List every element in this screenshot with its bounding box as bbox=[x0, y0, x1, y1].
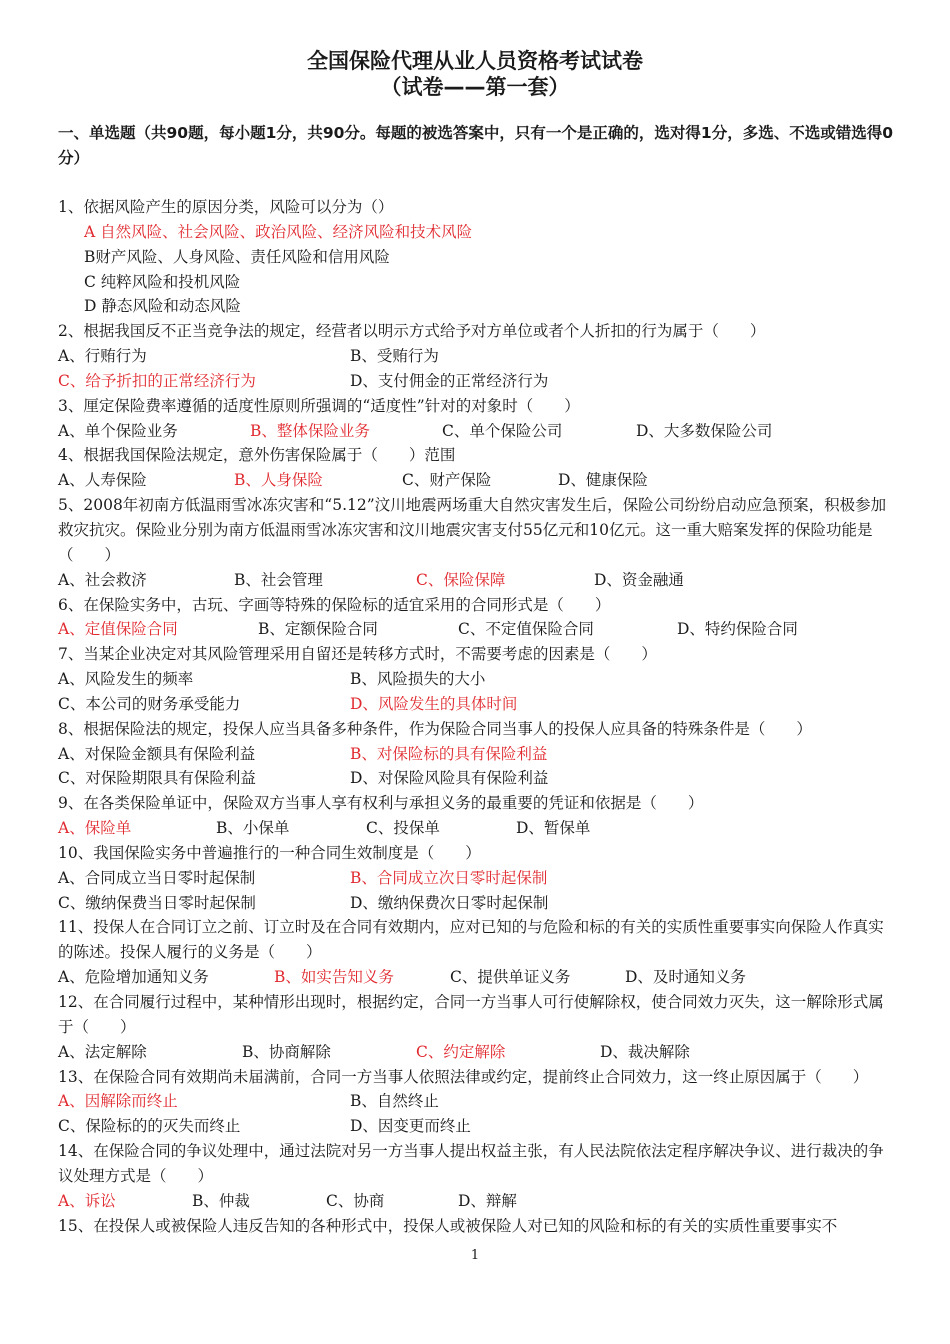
answer-option: A、人寿保险 bbox=[58, 471, 147, 490]
correct-answer-option: B、如实告知义务 bbox=[274, 968, 394, 987]
correct-answer-option: A、因解除而终止 bbox=[58, 1092, 178, 1111]
answer-option: B、社会管理 bbox=[234, 570, 323, 589]
answer-option: D、暂保单 bbox=[516, 819, 591, 838]
correct-answer-option: C、约定解除 bbox=[416, 1042, 506, 1061]
question-list bbox=[58, 195, 894, 1238]
answer-option: A、行贿行为 bbox=[58, 347, 147, 366]
correct-answer-option: B、对保险标的具有保险利益 bbox=[350, 744, 548, 763]
answer-option: B、风险损失的大小 bbox=[350, 670, 486, 689]
answer-option: A、社会救济 bbox=[58, 570, 147, 589]
answer-option: B财产风险、人身风险、责任风险和信用风险 bbox=[84, 247, 390, 266]
answer-option: A、对保险金额具有保险利益 bbox=[58, 744, 256, 763]
option-line bbox=[58, 419, 894, 444]
option-line bbox=[58, 1189, 894, 1214]
option-line bbox=[58, 294, 894, 319]
answer-option: C、投保单 bbox=[366, 819, 440, 838]
answer-option: C、单个保险公司 bbox=[442, 421, 563, 440]
option-line bbox=[58, 270, 894, 295]
answer-option: B、自然终止 bbox=[350, 1092, 439, 1111]
answer-option: B、仲裁 bbox=[192, 1191, 250, 1210]
option-line bbox=[58, 245, 894, 270]
question-stem: 11、投保人在合同订立之前、订立时及在合同有效期内，应对已知的与危险和标的有关的实质性重要事实向保险人作真实的陈述。投保人履行的义务是（ ） bbox=[58, 918, 884, 962]
option-line bbox=[58, 617, 894, 642]
document-subtitle: （试卷——第一套） bbox=[380, 75, 570, 99]
answer-option: D、因变更而终止 bbox=[350, 1117, 471, 1136]
option-line bbox=[58, 1040, 894, 1065]
option-line bbox=[58, 468, 894, 493]
answer-option: D、大多数保险公司 bbox=[636, 421, 773, 440]
correct-answer-option: C、给予折扣的正常经济行为 bbox=[58, 371, 256, 390]
answer-option: D、特约保险合同 bbox=[677, 620, 798, 639]
question-stem: 15、在投保人或被保险人违反告知的各种形式中，投保人或被保险人对已知的风险和标的有关的实质性重要事实不 bbox=[58, 1216, 838, 1235]
answer-option: A、合同成立当日零时起保制 bbox=[58, 868, 256, 887]
option-line bbox=[58, 667, 894, 692]
answer-option: B、小保单 bbox=[216, 819, 290, 838]
option-line bbox=[58, 866, 894, 891]
option-line bbox=[58, 766, 894, 791]
answer-option: C 纯粹风险和投机风险 bbox=[84, 272, 241, 291]
answer-option: C、缴纳保费当日零时起保制 bbox=[58, 893, 256, 912]
option-line bbox=[58, 220, 894, 245]
question-stem: 5、2008年初南方低温雨雪冰冻灾害和“5.12”汶川地震两场重大自然灾害发生后，保险公司纷纷启动应急预案，积极参加救灾抗灾。保险业分别为南方低温雨雪冰冻灾害和汶川地震灾害支付55亿元和10亿元。这一重大赔案发挥的保险功能是（ ） bbox=[58, 496, 887, 564]
answer-option: D 静态风险和动态风险 bbox=[84, 297, 241, 316]
option-line bbox=[58, 692, 894, 717]
answer-option: D、资金融通 bbox=[594, 570, 684, 589]
answer-option: B、协商解除 bbox=[242, 1042, 331, 1061]
option-line bbox=[58, 1089, 894, 1114]
question-stem: 12、在合同履行过程中，某种情形出现时，根据约定，合同一方当事人可行使解除权，使合同效力灭失，这一解除形式属于（ ） bbox=[58, 993, 884, 1036]
correct-answer-option: A、诉讼 bbox=[58, 1191, 116, 1210]
answer-option: A、风险发生的频率 bbox=[58, 670, 194, 689]
page-number: 1 bbox=[470, 1248, 480, 1263]
option-line bbox=[58, 891, 894, 916]
correct-answer-option: A 自然风险、社会风险、政治风险、经济风险和技术风险 bbox=[84, 222, 473, 241]
answer-option: A、危险增加通知义务 bbox=[58, 968, 209, 987]
correct-answer-option: C、保险保障 bbox=[416, 570, 506, 589]
question-stem: 4、根据我国保险法规定，意外伤害保险属于（ ）范围 bbox=[58, 446, 456, 465]
answer-option: A、单个保险业务 bbox=[58, 421, 178, 440]
answer-option: C、财产保险 bbox=[402, 471, 492, 490]
answer-option: C、提供单证义务 bbox=[450, 968, 571, 987]
answer-option: C、本公司的财务承受能力 bbox=[58, 694, 241, 713]
option-line bbox=[58, 1114, 894, 1139]
answer-option: D、缴纳保费次日零时起保制 bbox=[350, 893, 549, 912]
option-line bbox=[58, 816, 894, 841]
question-stem: 13、在保险合同有效期尚未届满前，合同一方当事人依照法律或约定，提前终止合同效力，这一终止原因属于（ ） bbox=[58, 1067, 869, 1086]
question-stem: 1、依据风险产生的原因分类，风险可以分为（） bbox=[58, 198, 394, 216]
correct-answer-option: D、风险发生的具体时间 bbox=[350, 694, 518, 713]
option-line bbox=[58, 742, 894, 767]
correct-answer-option: A、定值保险合同 bbox=[58, 620, 178, 639]
answer-option: D、对保险风险具有保险利益 bbox=[350, 769, 549, 788]
question-stem: 2、根据我国反不正当竞争法的规定，经营者以明示方式给予对方单位或者个人折扣的行为属于（ ） bbox=[58, 322, 766, 341]
question-stem: 8、根据保险法的规定，投保人应当具备多种条件，作为保险合同当事人的投保人应具备的特殊条件是（ ） bbox=[58, 719, 812, 738]
correct-answer-option: B、合同成立次日零时起保制 bbox=[350, 868, 548, 887]
document-title: 全国保险代理从业人员资格考试试卷 bbox=[307, 49, 643, 73]
answer-option: D、支付佣金的正常经济行为 bbox=[350, 371, 549, 390]
answer-option: C、对保险期限具有保险利益 bbox=[58, 769, 256, 788]
correct-answer-option: B、整体保险业务 bbox=[250, 421, 370, 440]
correct-answer-option: B、人身保险 bbox=[234, 471, 323, 490]
correct-answer-option: A、保险单 bbox=[58, 819, 132, 838]
option-line bbox=[58, 369, 894, 394]
answer-option: D、辩解 bbox=[458, 1191, 517, 1210]
answer-option: D、健康保险 bbox=[558, 471, 648, 490]
question-stem: 9、在各类保险单证中，保险双方当事人享有权利与承担义务的最重要的凭证和依据是（ ） bbox=[58, 794, 704, 813]
answer-option: B、受贿行为 bbox=[350, 347, 439, 366]
question-stem: 10、我国保险实务中普遍推行的一种合同生效制度是（ ） bbox=[58, 843, 481, 862]
answer-option: D、及时通知义务 bbox=[625, 968, 746, 987]
question-stem: 6、在保险实务中，古玩、字画等特殊的保险标的适宜采用的合同形式是（ ） bbox=[58, 595, 611, 614]
answer-option: D、裁决解除 bbox=[600, 1042, 690, 1061]
answer-option: C、协商 bbox=[326, 1191, 385, 1210]
answer-option: B、定额保险合同 bbox=[258, 620, 378, 639]
section-heading: 一、单选题（共90题，每小题1分，共90分。每题的被选答案中，只有一个是正确的，选对得1分，多选、不选或错选得0分） bbox=[58, 124, 893, 167]
answer-option: A、法定解除 bbox=[58, 1042, 147, 1061]
option-line bbox=[58, 965, 894, 990]
question-stem: 7、当某企业决定对其风险管理采用自留还是转移方式时，不需要考虑的因素是（ ） bbox=[58, 645, 657, 664]
answer-option: C、保险标的的灭失而终止 bbox=[58, 1117, 241, 1136]
option-line bbox=[58, 344, 894, 369]
question-stem: 3、厘定保险费率遵循的适度性原则所强调的“适度性”针对的对象时（ ） bbox=[58, 396, 580, 415]
option-line bbox=[58, 568, 894, 593]
question-stem: 14、在保险合同的争议处理中，通过法院对另一方当事人提出权益主张，有人民法院依法定程序解决争议、进行裁决的争议处理方式是（ ） bbox=[58, 1142, 884, 1185]
answer-option: C、不定值保险合同 bbox=[458, 620, 594, 639]
